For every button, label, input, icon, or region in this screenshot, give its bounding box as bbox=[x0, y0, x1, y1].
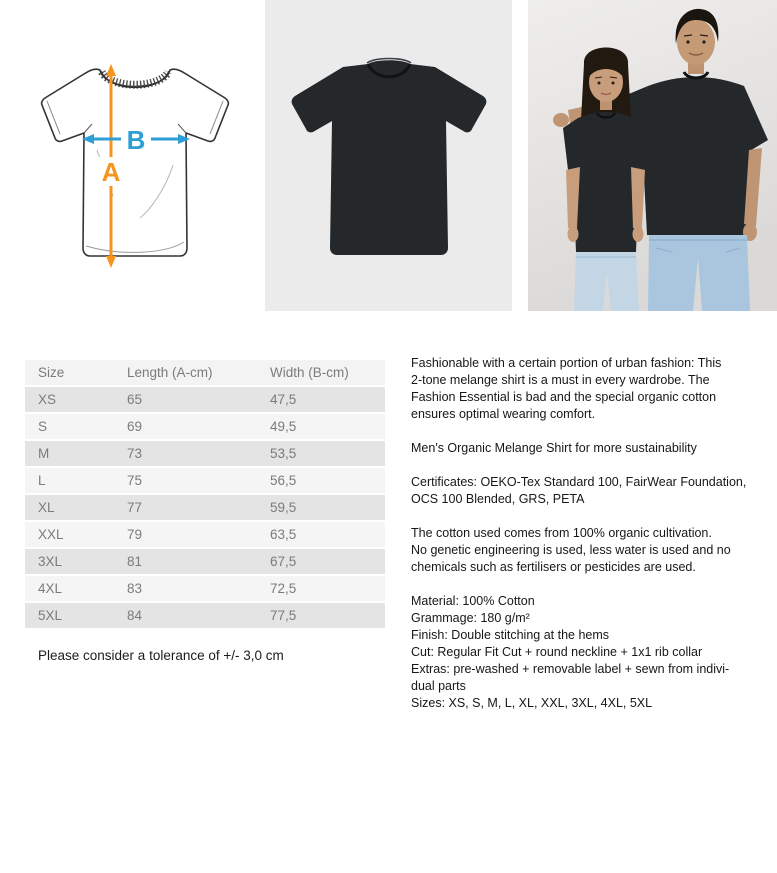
description-line: Cut: Regular Fit Cut + round neckline + 1x1 rib collar bbox=[411, 645, 703, 659]
table-cell: 65 bbox=[127, 387, 270, 412]
description-paragraph bbox=[411, 525, 751, 576]
table-cell: 49,5 bbox=[270, 414, 385, 439]
size-table-section bbox=[25, 358, 385, 630]
measure-label-b: B bbox=[126, 125, 146, 155]
description-line: Certificates: OEKO-Tex Standard 100, FairWear Foundation, bbox=[411, 475, 747, 489]
man-hand bbox=[553, 113, 569, 127]
measure-label-a: A bbox=[101, 157, 121, 187]
table-cell: M bbox=[25, 441, 127, 466]
table-cell: 77,5 bbox=[270, 603, 385, 628]
table-cell: 79 bbox=[127, 522, 270, 547]
table-cell: 59,5 bbox=[270, 495, 385, 520]
table-cell: 81 bbox=[127, 549, 270, 574]
table-cell: 69 bbox=[127, 414, 270, 439]
table-cell: 4XL bbox=[25, 576, 127, 601]
table-cell: S bbox=[25, 414, 127, 439]
description-line: Grammage: 180 g/m² bbox=[411, 611, 530, 625]
table-cell: 84 bbox=[127, 603, 270, 628]
table-cell: 72,5 bbox=[270, 576, 385, 601]
table-cell: 75 bbox=[127, 468, 270, 493]
table-cell: 56,5 bbox=[270, 468, 385, 493]
description-line: Extras: pre-washed + removable label + sewn from indivi- bbox=[411, 662, 730, 676]
table-cell: 47,5 bbox=[270, 387, 385, 412]
table-cell: 77 bbox=[127, 495, 270, 520]
image-measurement-diagram bbox=[0, 0, 250, 311]
table-cell: XL bbox=[25, 495, 127, 520]
table-row bbox=[25, 387, 385, 412]
table-row bbox=[25, 576, 385, 601]
table-cell: 73 bbox=[127, 441, 270, 466]
table-row bbox=[25, 495, 385, 520]
table-cell: 67,5 bbox=[270, 549, 385, 574]
image-flat-tshirt bbox=[265, 0, 512, 311]
tshirt-measurement-diagram-svg bbox=[0, 0, 250, 311]
size-table bbox=[25, 358, 385, 630]
table-cell: 5XL bbox=[25, 603, 127, 628]
description-paragraph bbox=[411, 355, 751, 423]
description-line: Sizes: XS, S, M, L, XL, XXL, 3XL, 4XL, 5XL bbox=[411, 696, 653, 710]
description-paragraph bbox=[411, 474, 751, 508]
description-line: dual parts bbox=[411, 679, 466, 693]
product-description bbox=[411, 355, 751, 729]
description-line: Material: 100% Cotton bbox=[411, 594, 535, 608]
table-row bbox=[25, 468, 385, 493]
description-line: No genetic engineering is used, less water is used and no bbox=[411, 543, 731, 557]
table-row bbox=[25, 522, 385, 547]
description-line: Fashionable with a certain portion of urban fashion: This bbox=[411, 356, 722, 370]
description-paragraph bbox=[411, 440, 751, 457]
table-cell: XXL bbox=[25, 522, 127, 547]
table-cell: L bbox=[25, 468, 127, 493]
description-line: chemicals such as fertilisers or pesticides are used. bbox=[411, 560, 696, 574]
table-header-cell: Length (A-cm) bbox=[127, 360, 270, 385]
description-line: The cotton used comes from 100% organic cultivation. bbox=[411, 526, 712, 540]
table-row bbox=[25, 549, 385, 574]
table-cell: 53,5 bbox=[270, 441, 385, 466]
tshirt-outline bbox=[42, 69, 229, 256]
description-paragraph bbox=[411, 593, 751, 712]
description-line: Men's Organic Melange Shirt for more sustainability bbox=[411, 441, 697, 455]
models-photo-svg bbox=[528, 0, 777, 311]
image-models-photo bbox=[528, 0, 777, 311]
table-header-cell: Width (B-cm) bbox=[270, 360, 385, 385]
description-line: Finish: Double stitching at the hems bbox=[411, 628, 610, 642]
table-cell: 83 bbox=[127, 576, 270, 601]
description-line: 2-tone melange shirt is a must in every wardrobe. The bbox=[411, 373, 710, 387]
table-row bbox=[25, 441, 385, 466]
table-cell: 63,5 bbox=[270, 522, 385, 547]
tolerance-note: Please consider a tolerance of +/- 3,0 cm bbox=[38, 648, 284, 663]
table-header-cell: Size bbox=[25, 360, 127, 385]
flat-tshirt-svg bbox=[265, 0, 512, 311]
table-cell: XS bbox=[25, 387, 127, 412]
table-row bbox=[25, 603, 385, 628]
description-line: OCS 100 Blended, GRS, PETA bbox=[411, 492, 585, 506]
description-line: ensures optimal wearing comfort. bbox=[411, 407, 596, 421]
table-cell: 3XL bbox=[25, 549, 127, 574]
table-header-row bbox=[25, 360, 385, 385]
table-row bbox=[25, 414, 385, 439]
description-line: Fashion Essential is bad and the special organic cotton bbox=[411, 390, 717, 404]
